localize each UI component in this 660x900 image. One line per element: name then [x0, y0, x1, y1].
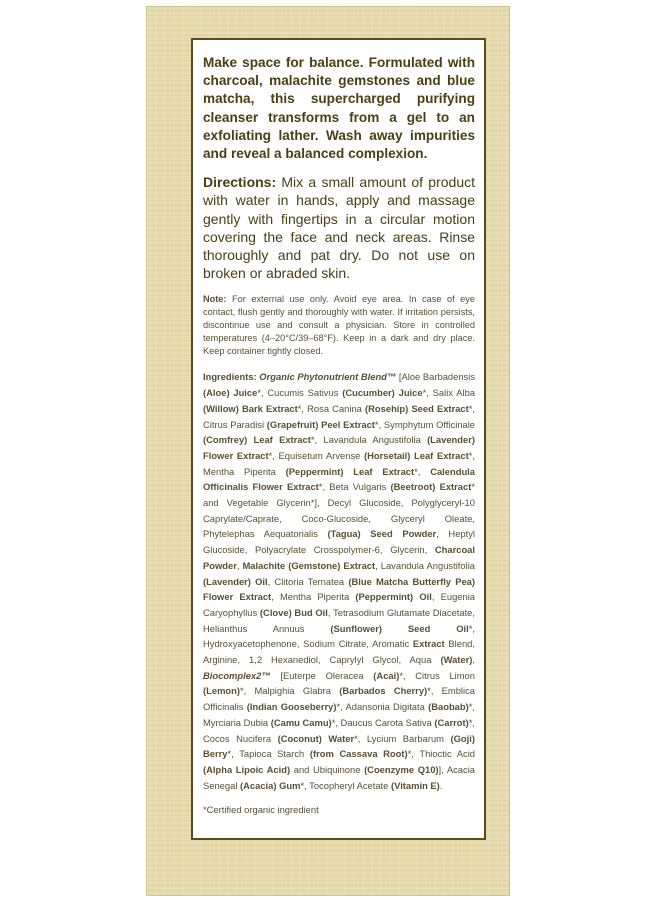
- complex-items: [Euterpe Oleracea (Acai)*, Citrus Limon (Lemon)*, Malpighia Glabra (Barbados Cherry)*, Emblica Officinalis (Indian Gooseberry)*, Adansonia Digitata (Baobab)*, Myrciaria Dubia (Camu Camu)*, Daucus Carota Sativa (Carrot)*, Cocos Nucifera (Coconut) Water*, Lycium Barbarum (Goji) Berry*, Tapioca Starch (from Cassava Root)*, Thioctic Acid (Alpha Lipoic Acid) and Ubiquinone (Coenzyme Q10)], Acacia Senegal (Acacia) Gum*, Tocopheryl Acetate (Vitamin E).: [203, 669, 476, 791]
- directions-label: Directions:: [203, 174, 277, 191]
- note-label: Note:: [203, 294, 227, 305]
- certified-note: *Certified organic ingredient: [203, 804, 319, 816]
- directions-text: Mix a small amount of product with water in hands, apply and massage gently with fingertips in a circular motion covering the face and neck areas. Rinse thoroughly and pat dry. Do not use on broken or abraded skin.: [203, 174, 475, 282]
- blend-items: [Aloe Barbadensis (Aloe) Juice*, Cucumis Sativus (Cucumber) Juice*, Salix Alba (Willow) Bark Extract*, Rosa Canina (Rosehip) Seed Extract*, Citrus Paradisi (Grapefruit) Peel Extract*, Symphytum Officinale (Comfrey) Leaf Extract*, Lavandula Angustifolia (Lavender) Flower Extract*, Equisetum Arvense (Horsetail) Leaf Extract*, Mentha Piperita (Peppermint) Leaf Extract*, Calendula Officinalis Flower Extract*, Beta Vulgaris (Beetroot) Extract* and Vegetable Glycerin*], Decyl Glucoside, Polyglyceryl-10 Caprylate/Caprate, Coco-Glucoside, Glyceryl Oleate, Phytelephas Aequatorialis (Tagua) Seed Powder, Heptyl Glucoside, Polyacrylate Crosspolymer-6, Glycerin, Charcoal Powder, Malachite (Gemstone) Extract, Lavandula Angustifolia (Lavender) Oil, Clitoria Ternatea (Blue Matcha Butterfly Pea) Flower Extract, Mentha Piperita (Peppermint) Oil, Eugenia Caryophyllus (Clove) Bud Oil, Tetrasodium Glutamate Diacetate, Helianthus Annuus (Sunflower) Seed Oil*, Hydroxyacetophenone, Sodium Citrate, Aromatic Extract Blend, Arginine, 1,2 Hexanediol, Caprylyl Glycol, Aqua (Water),: [203, 371, 476, 666]
- complex-name: Biocomplex2™: [203, 669, 271, 681]
- directions-section: [203, 173, 475, 282]
- note-section: [203, 293, 475, 357]
- ingredients-section: [203, 369, 475, 793]
- blend-name: Organic Phytonutrient Blend™: [259, 371, 397, 383]
- label-panel: [191, 38, 486, 840]
- intro-text: Make space for balance. Formulated with charcoal, malachite gemstones and blue matcha, this supercharged purifying cleanser transforms from a gel to an exfoliating lather. Wash away impurities and reveal a balanced complexion.: [203, 55, 475, 162]
- ingredients-label: Ingredients:: [203, 371, 257, 383]
- note-text: For external use only. Avoid eye area. In case of eye contact, flush gently and thoroughly with water. If irritation persists, discontinue use and consult a physician. Store in controlled temperatures (4–20°C/39–68°F). Keep in a dark and dry place. Keep container tightly closed.: [203, 294, 475, 356]
